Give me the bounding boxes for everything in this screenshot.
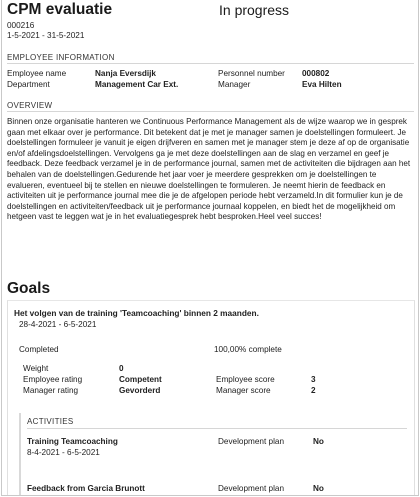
manager-label: Manager <box>218 80 251 89</box>
department-value: Management Car Ext. <box>95 80 179 89</box>
overview-heading: OVERVIEW <box>7 101 53 110</box>
activities-section <box>19 413 415 496</box>
employee-rating-value: Competent <box>119 375 162 384</box>
activity-item[interactable] <box>27 484 411 496</box>
employee-name-label: Employee name <box>7 69 67 78</box>
activity-title: Feedback from Garcia Brunott <box>27 484 145 493</box>
manager-rating-label: Manager rating <box>23 386 79 395</box>
goals-heading: Goals <box>7 280 51 297</box>
goal-title: Het volgen van de training 'Teamcoaching' binnen 2 maanden. <box>14 308 259 318</box>
divider <box>7 63 414 64</box>
employee-info-heading: EMPLOYEE INFORMATION <box>7 53 115 62</box>
overview-text: Binnen onze organisatie hanteren we Continuous Performance Management als de wijze waarop we in gesprek gaan met elkaar over je performance. Dit betekent dat je met je manager samen je doelstellingen formuleert. Je doelstellingen formuleer je vanuit je eigen drijfveren en samen met je manager stem je deze af op de organisatie en/of afdelingsdoelstellingen. Vervolgens ga je met deze doelstellingen aan de slag en verzamel en geef je feedback. Deze feedback verzamel je in de performance journal, samen met de activiteiten die bijdragen aan het behalen van de doelstellingen.Gedurende het jaar voer je meerdere gesprekken om je doelstellingen te evalueren, eventueel bij te stellen en nieuwe doelstellingen te formuleren. Je neemt hierin de feedback en activiteiten uit je performance journal mee die je de afgelopen periode hebt verzameld.In dit formulier kun je de doelstellingen en activiteiten/feedback uit je performance journaal koppelen, en biedt het de mogelijkheid om hetgeen vast te leggen wat je in het evaluatiegesprek hebt besproken.Heel veel succes! <box>7 117 411 222</box>
form-id: 000216 <box>7 21 35 30</box>
activity-period: 8-4-2021 - 6-5-2021 <box>27 448 100 457</box>
divider <box>27 428 407 429</box>
manager-rating-value: Gevorderd <box>119 386 161 395</box>
weight-value: 0 <box>119 364 124 373</box>
development-plan-value: No <box>313 437 324 446</box>
manager-score-label: Manager score <box>216 386 271 395</box>
activity-title: Training Teamcoaching <box>27 437 118 446</box>
development-plan-value: No <box>313 484 324 493</box>
development-plan-label: Development plan <box>218 484 284 493</box>
employee-name-value: Nanja Eversdijk <box>95 69 156 78</box>
form-title: CPM evaluatie <box>7 1 113 18</box>
activity-item[interactable] <box>27 437 411 467</box>
goal-period: 28-4-2021 - 6-5-2021 <box>19 320 97 329</box>
personnel-number-value: 000802 <box>302 69 330 78</box>
department-label: Department <box>7 80 50 89</box>
goal-status: Completed <box>19 345 59 354</box>
personnel-number-label: Personnel number <box>218 69 285 78</box>
form-header <box>2 0 418 52</box>
manager-value: Eva Hilten <box>302 80 342 89</box>
goal-card[interactable] <box>7 300 415 496</box>
form-period: 1-5-2021 - 31-5-2021 <box>7 31 85 40</box>
employee-score-value: 3 <box>311 375 316 384</box>
divider <box>7 111 414 112</box>
development-plan-label: Development plan <box>218 437 284 446</box>
evaluation-form <box>1 0 419 496</box>
goal-progress: 100,00% complete <box>214 345 282 354</box>
weight-label: Weight <box>23 364 49 373</box>
employee-score-label: Employee score <box>216 375 275 384</box>
employee-rating-label: Employee rating <box>23 375 83 384</box>
form-status: In progress <box>219 2 290 18</box>
activities-heading: ACTIVITIES <box>27 417 74 426</box>
manager-score-value: 2 <box>311 386 316 395</box>
